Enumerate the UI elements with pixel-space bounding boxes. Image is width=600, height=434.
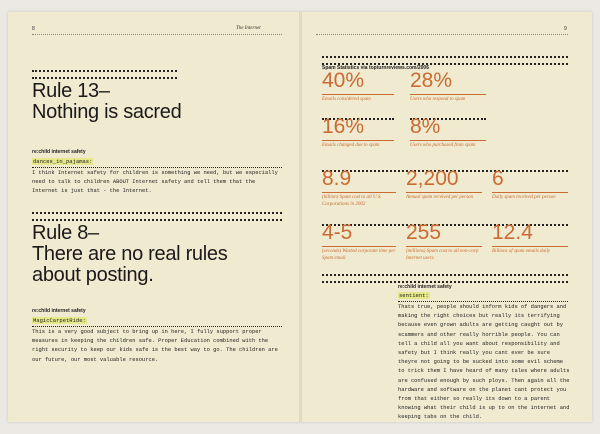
rule8-post-body: This is a very good subject to bring up in here, I fully support proper measures in keeping the children safe. Proper Education combined with the right security to keep our kids safe is the best way to go. The children are our future, our most valuable resource. — [32, 329, 278, 363]
stat-underline — [322, 94, 394, 95]
post-username: sentient: — [399, 292, 429, 299]
stat-caption: Emails considered spam — [322, 97, 371, 102]
rule13-title-line1: Rule 13– — [32, 80, 110, 102]
rule8-title-line3: about posting. — [32, 264, 154, 286]
stat-value: 28% — [410, 69, 453, 92]
page-number-left: 8 — [32, 26, 35, 32]
header-rule — [316, 34, 568, 35]
stat-caption: (billion) Spam cost to all U.S. Corporations in 2002 — [322, 195, 382, 207]
stat-caption: (seconds) Wasted corporate time per Spam email — [322, 249, 396, 261]
stat-caption: Users who respond to spam — [410, 97, 466, 102]
post-thread-label: re:child internet safety — [398, 284, 452, 290]
stat-underline — [322, 140, 394, 141]
stat-underline — [406, 246, 482, 247]
stat-value: 8% — [410, 115, 441, 138]
stat-underline — [322, 192, 396, 193]
header-rule — [32, 34, 282, 35]
stat-caption: Annual spam received per person — [406, 195, 474, 200]
rule8-title-line1: Rule 8– — [32, 222, 99, 244]
stat-underline — [410, 94, 486, 95]
rule8-username: MagicCarpetRide: — [33, 317, 86, 324]
rule8-thread-label: re:child internet safety — [32, 308, 86, 314]
stat-caption: Users who purchased from spam — [410, 143, 476, 148]
stat-value: 12.4 — [492, 221, 533, 244]
stat-value: 6 — [492, 167, 504, 190]
book-spread — [8, 12, 592, 422]
stat-underline — [406, 192, 482, 193]
stat-caption: Billions of spam emails daily — [492, 249, 551, 254]
rule13-title — [32, 81, 181, 123]
stat-underline — [492, 246, 568, 247]
stat-underline — [492, 192, 568, 193]
rule13-title-line2: Nothing is sacred — [32, 101, 182, 123]
stat-caption: (millions) Spam cost to all non-corp Internet users — [406, 249, 479, 261]
username-rule — [32, 326, 282, 327]
stat-value: 2,200 — [406, 167, 459, 190]
stat-value: 40% — [322, 69, 365, 92]
stat-value: 16% — [322, 115, 365, 138]
username-rule — [32, 167, 282, 168]
stat-value: 4-5 — [322, 221, 353, 244]
stat-value: 8.9 — [322, 167, 352, 190]
dotted-divider — [32, 70, 177, 79]
dotted-divider — [322, 274, 568, 283]
dotted-divider — [32, 212, 282, 221]
rule13-username: dances_in_pajamas: — [33, 158, 93, 165]
dotted-divider — [322, 56, 568, 65]
stat-value: 255 — [406, 221, 442, 244]
right-page — [302, 12, 592, 422]
rule8-title — [32, 223, 227, 286]
stat-underline — [410, 140, 486, 141]
rule13-thread-label: re:child internet safety — [32, 149, 86, 155]
left-page — [8, 12, 299, 422]
stats-source: Spam Statistics via topturnreviews.com/2006 — [322, 65, 429, 71]
page-number-right: 9 — [564, 26, 567, 32]
rule13-post-body: I think Internet safety for children is something we need, but we especially need to talk to children ABOUT Internet safety and tell them that the Internet is just that - the Internet. — [32, 170, 278, 195]
username-rule — [398, 301, 568, 302]
post-body: Thats true, people should inform kids of dangers and making the right choices but really its terrifying because even grown adults are getting caught out by scammers and other really horrible people. You can tell a child all you want about responsibility and safety but I think really you cant ever be sure theyre not going to be sucked into some evil scheme to trick them I have heard of many tales where adults are confused enough by such ploys. Then again all the hardware and software on the planet cant protect you from that either so really its down to a parent knowing what their child is up to on the internet and keeping tabs on the child. — [398, 304, 570, 421]
stat-underline — [322, 246, 396, 247]
stat-caption: Daily spam received per person — [492, 195, 556, 200]
stat-caption: Emails changed due to spam — [322, 143, 380, 148]
running-head: The Internet — [236, 26, 261, 31]
rule8-title-line2: There are no real rules — [32, 243, 228, 265]
